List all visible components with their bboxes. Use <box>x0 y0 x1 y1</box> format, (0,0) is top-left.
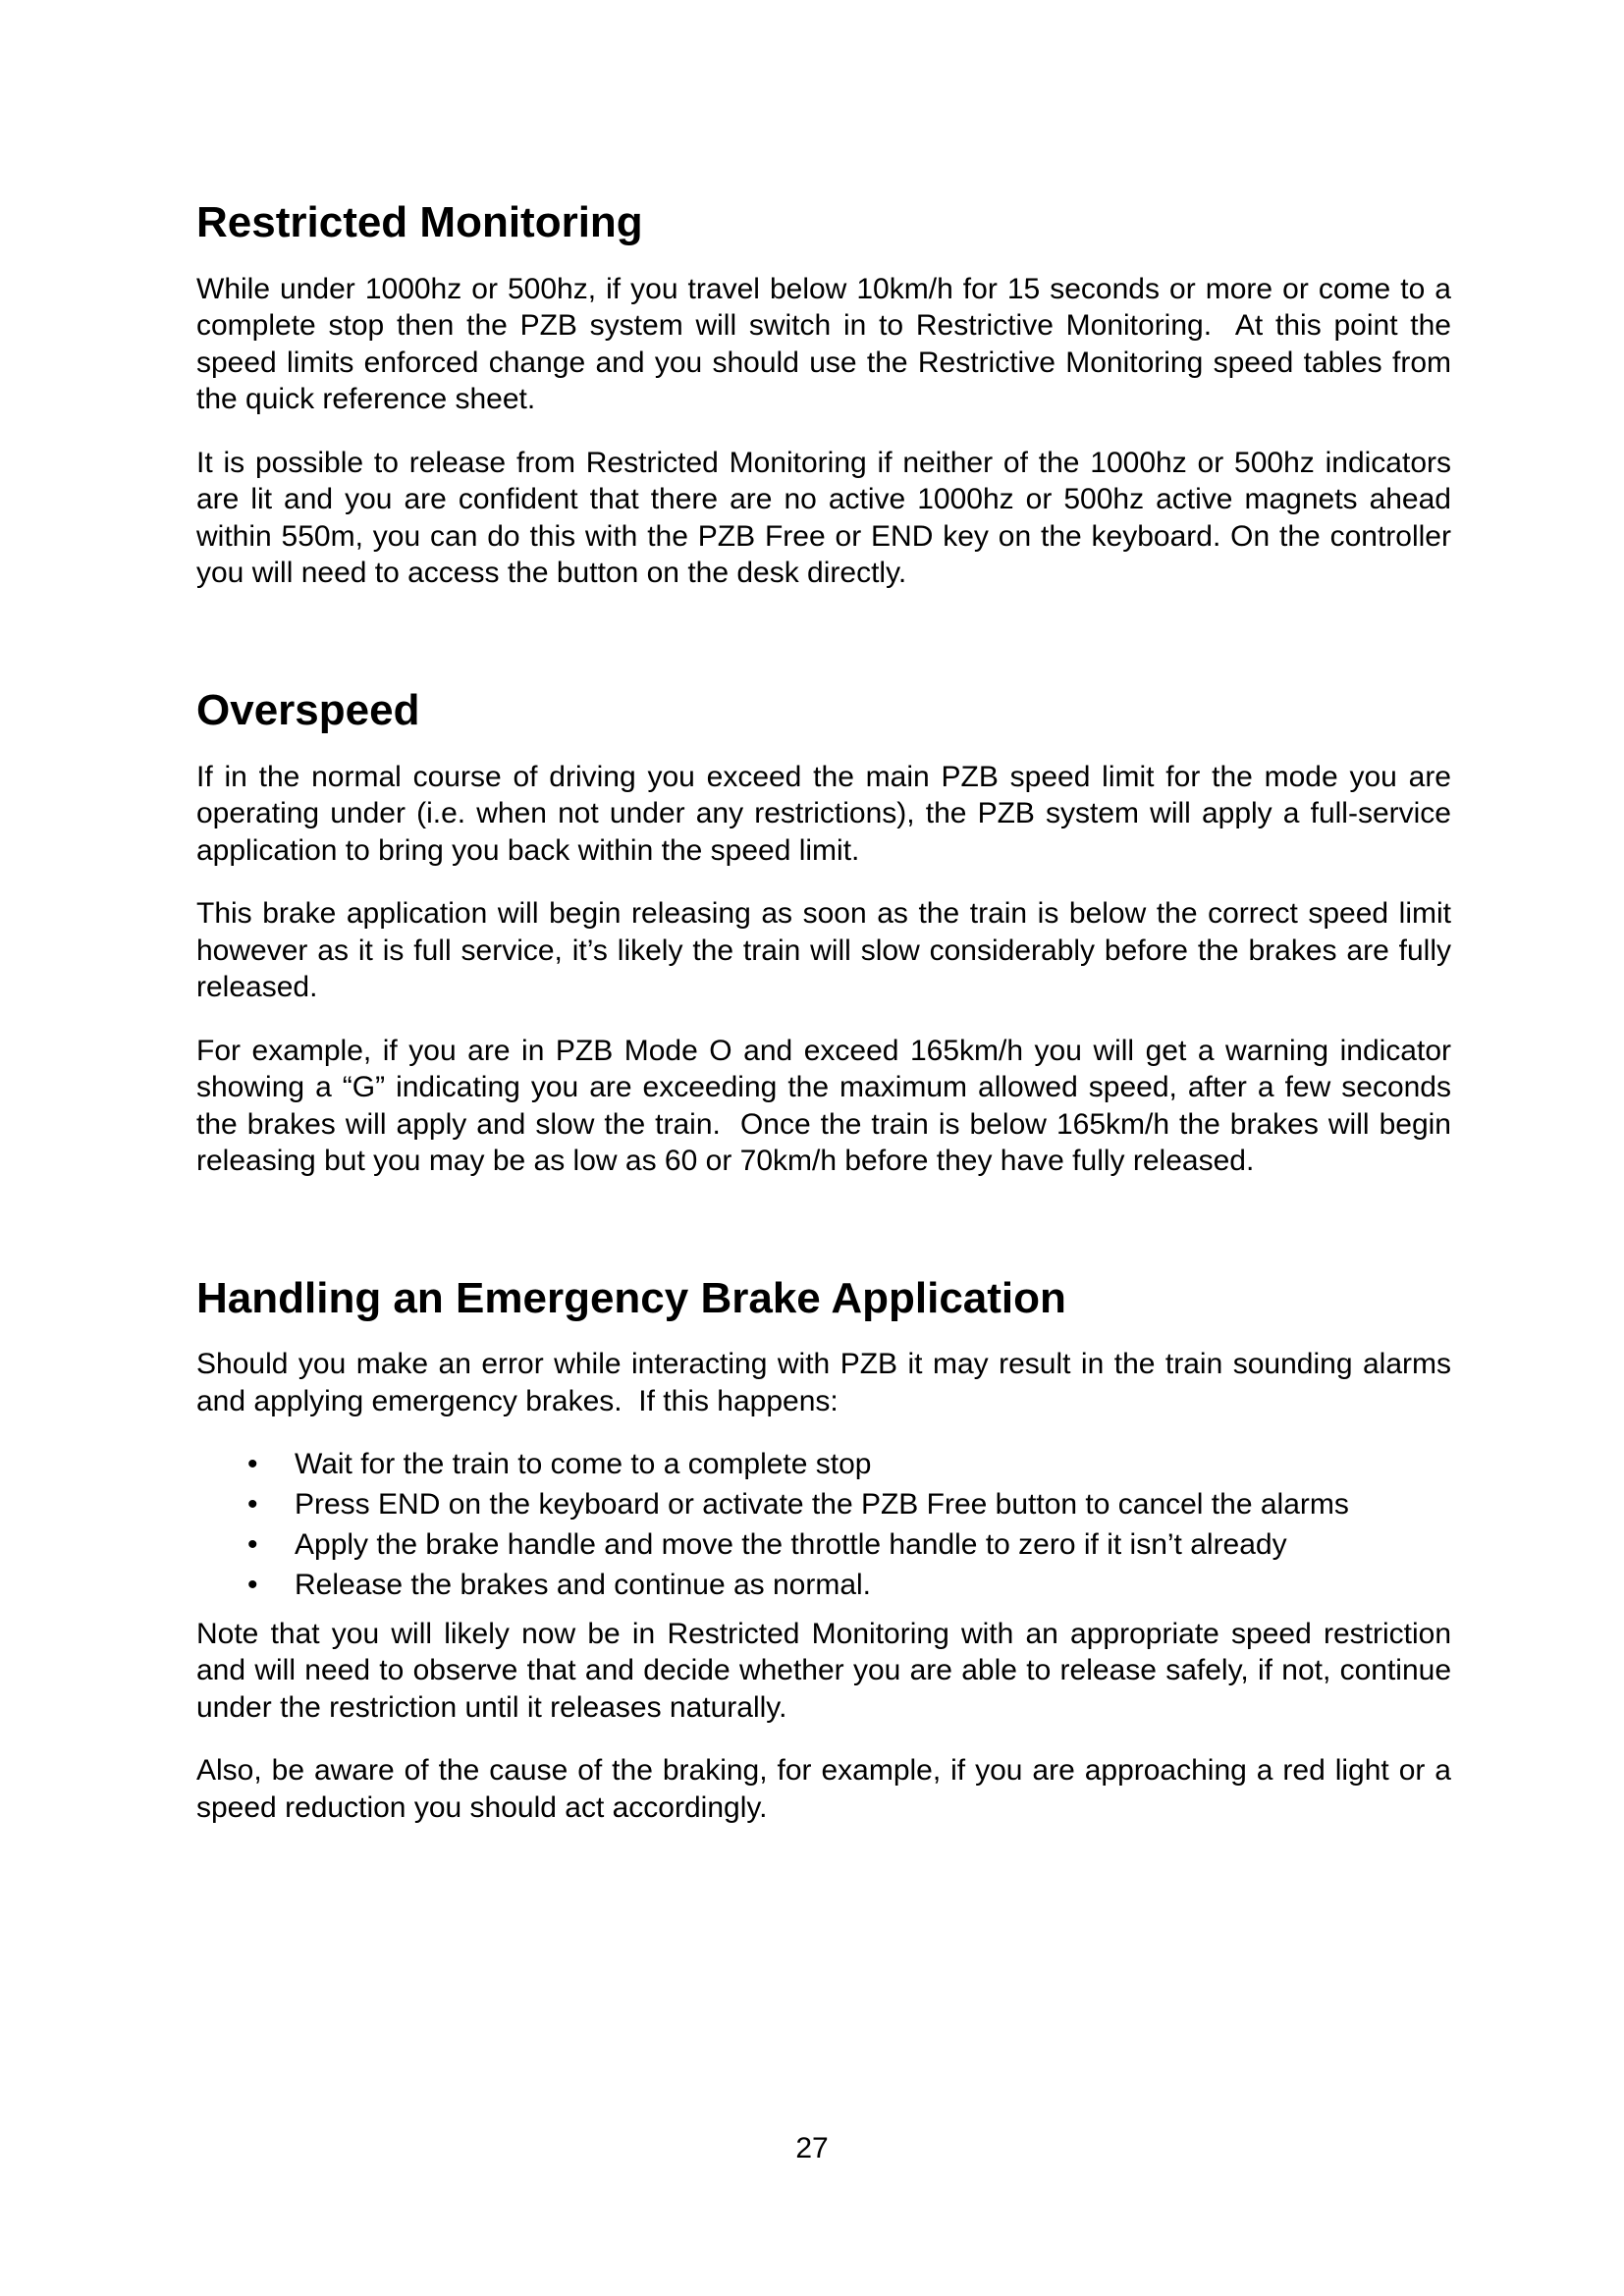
bullet-icon: • <box>247 1448 258 1481</box>
list-item <box>247 1567 1451 1604</box>
list-item-text: Wait for the train to come to a complete stop <box>295 1448 872 1481</box>
paragraph: If in the normal course of driving you exceed the main PZB speed limit for the mode you are operating under (i.e. when not under any restrictions), the PZB system will apply a full-service application to bring you back within the speed limit. <box>196 760 1451 867</box>
paragraph: Note that you will likely now be in Restricted Monitoring with an appropriate speed restriction and will need to observe that and decide whether you are able to release safely, if not, continue under the restriction until it releases naturally. <box>196 1617 1451 1724</box>
bullet-icon: • <box>247 1528 258 1562</box>
paragraph: For example, if you are in PZB Mode O and exceed 165km/h you will get a warning indicator showing a “G” indicating you are exceeding the maximum allowed speed, after a few seconds the brakes will apply and slow the train. Once the train is below 165km/h the brakes will begin releasing but you may be as low as 60 or 70km/h before they have fully released. <box>196 1034 1451 1178</box>
list-item-text: Apply the brake handle and move the throttle handle to zero if it isn’t already <box>295 1528 1287 1562</box>
list-item <box>247 1526 1451 1564</box>
bullet-icon: • <box>247 1488 258 1522</box>
section-restricted-monitoring <box>196 197 1451 592</box>
heading-emergency-brake: Handling an Emergency Brake Application <box>196 1273 1066 1322</box>
list-item <box>247 1486 1451 1523</box>
bullet-list <box>196 1446 1451 1604</box>
paragraph: Also, be aware of the cause of the braking, for example, if you are approaching a red light or a speed reduction you should act accordingly. <box>196 1754 1451 1824</box>
list-item-text: Press END on the keyboard or activate the PZB Free button to cancel the alarms <box>295 1488 1349 1522</box>
paragraph: Should you make an error while interacting with PZB it may result in the train sounding alarms and applying emergency brakes. If this happens: <box>196 1348 1451 1417</box>
heading-restricted-monitoring: Restricted Monitoring <box>196 198 643 246</box>
paragraph: It is possible to release from Restricted Monitoring if neither of the 1000hz or 500hz indicators are lit and you are confident that there are no active 1000hz or 500hz active magnets ahead within 550m, you can do this with the PZB Free or END key on the keyboard. On the controller you will need to access the button on the desk directly. <box>196 446 1451 590</box>
paragraph: While under 1000hz or 500hz, if you travel below 10km/h for 15 seconds or more or come to a complete stop then the PZB system will switch in to Restrictive Monitoring. At this point the speed limits enforced change and you should use the Restrictive Monitoring speed tables from the quick reference sheet. <box>196 272 1451 416</box>
heading-overspeed: Overspeed <box>196 685 420 734</box>
page-number: 27 <box>795 2132 829 2164</box>
section-overspeed <box>196 685 1451 1180</box>
list-item <box>247 1446 1451 1483</box>
page-content <box>196 197 1451 1852</box>
list-item-text: Release the brakes and continue as normal. <box>295 1569 872 1602</box>
bullet-icon: • <box>247 1569 258 1602</box>
paragraph: This brake application will begin releasing as soon as the train is below the correct speed limit however as it is full service, it’s likely the train will slow considerably before the brakes are fully released. <box>196 897 1451 1004</box>
section-emergency-brake <box>196 1273 1451 1827</box>
